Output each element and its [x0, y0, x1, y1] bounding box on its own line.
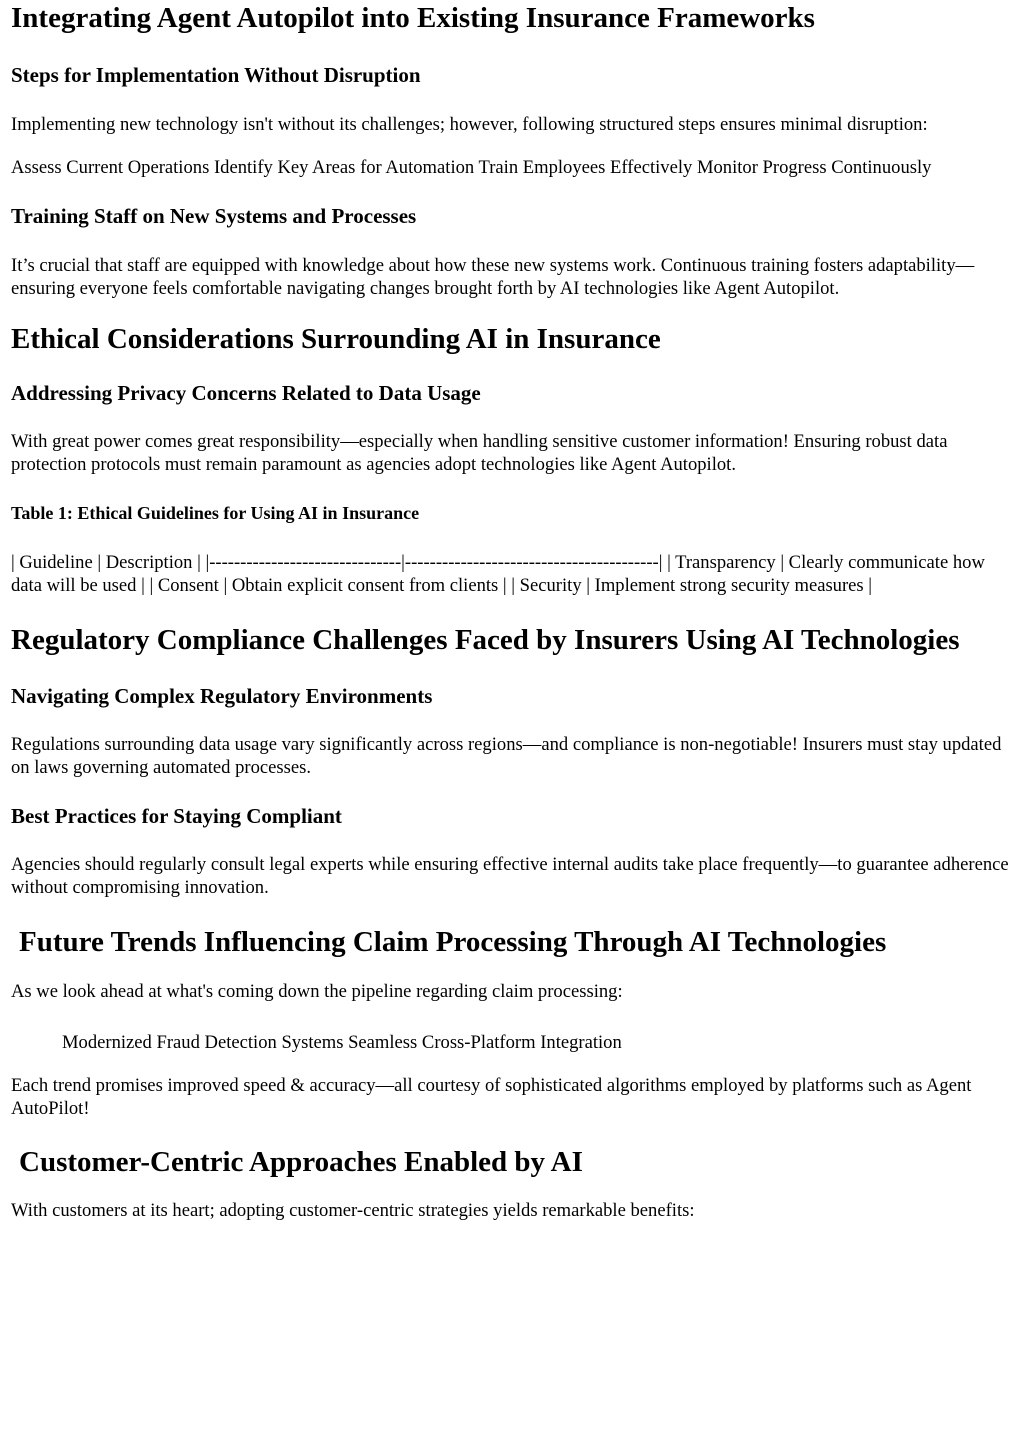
paragraph-steps-intro: Implementing new technology isn't without its challenges; however, following structured steps ensures minimal disruption: [11, 114, 928, 135]
table-caption: Table 1: Ethical Guidelines for Using AI in Insurance [11, 503, 420, 523]
paragraph-training: It’s crucial that staff are equipped with knowledge about how these new systems work. Continuous training fosters adaptability—ensuring everyone feels comfortable navigating changes brought forth by AI technologies like Agent Autopilot. [11, 255, 975, 299]
paragraph-best-practices: Agencies should regularly consult legal experts while ensuring effective internal audits take place frequently—to guarantee adherence without compromising innovation. [11, 854, 1009, 898]
section-title-integrating: Integrating Agent Autopilot into Existing Insurance Frameworks [11, 2, 815, 34]
paragraph-trends-list: Modernized Fraud Detection Systems Seamless Cross-Platform Integration [62, 1032, 622, 1053]
section-title-future: Future Trends Influencing Claim Processing Through AI Technologies [19, 926, 887, 958]
heading-best-practices: Best Practices for Staying Compliant [11, 804, 342, 828]
paragraph-future-outro: Each trend promises improved speed & accuracy—all courtesy of sophisticated algorithms employed by platforms such as Agent AutoPilot! [11, 1075, 972, 1119]
paragraph-future-intro: As we look ahead at what's coming down the pipeline regarding claim processing: [11, 981, 623, 1002]
section-title-ethical: Ethical Considerations Surrounding AI in Insurance [11, 323, 661, 355]
heading-steps-implementation: Steps for Implementation Without Disruption [11, 63, 421, 87]
heading-privacy-concerns: Addressing Privacy Concerns Related to Data Usage [11, 381, 481, 405]
paragraph-steps-list: Assess Current Operations Identify Key Areas for Automation Train Employees Effectively Monitor Progress Continuously [11, 157, 932, 178]
heading-training-staff: Training Staff on New Systems and Processes [11, 204, 417, 228]
table-raw-text: | Guideline | Description | |-------------------------------|-----------------------------------------| | Transparency | Clearly communicate how data will be used | | Consent | Obtain explicit consent from clients | | Security | Implement strong security measures | [11, 552, 985, 596]
section-title-customer: Customer-Centric Approaches Enabled by AI [19, 1146, 583, 1178]
paragraph-navigating: Regulations surrounding data usage vary significantly across regions—and compliance is non-negotiable! Insurers must stay updated on laws governing automated processes. [11, 734, 1002, 778]
article-page [0, 1, 1024, 1222]
paragraph-privacy: With great power comes great responsibility—especially when handling sensitive customer information! Ensuring robust data protection protocols must remain paramount as agencies adopt technologies like Agent Autopilot. [11, 431, 948, 475]
heading-navigating-regulatory: Navigating Complex Regulatory Environments [11, 684, 433, 708]
paragraph-customer-intro: With customers at its heart; adopting customer-centric strategies yields remarkable benefits: [11, 1200, 695, 1221]
section-title-regulatory: Regulatory Compliance Challenges Faced by Insurers Using AI Technologies [11, 624, 960, 656]
